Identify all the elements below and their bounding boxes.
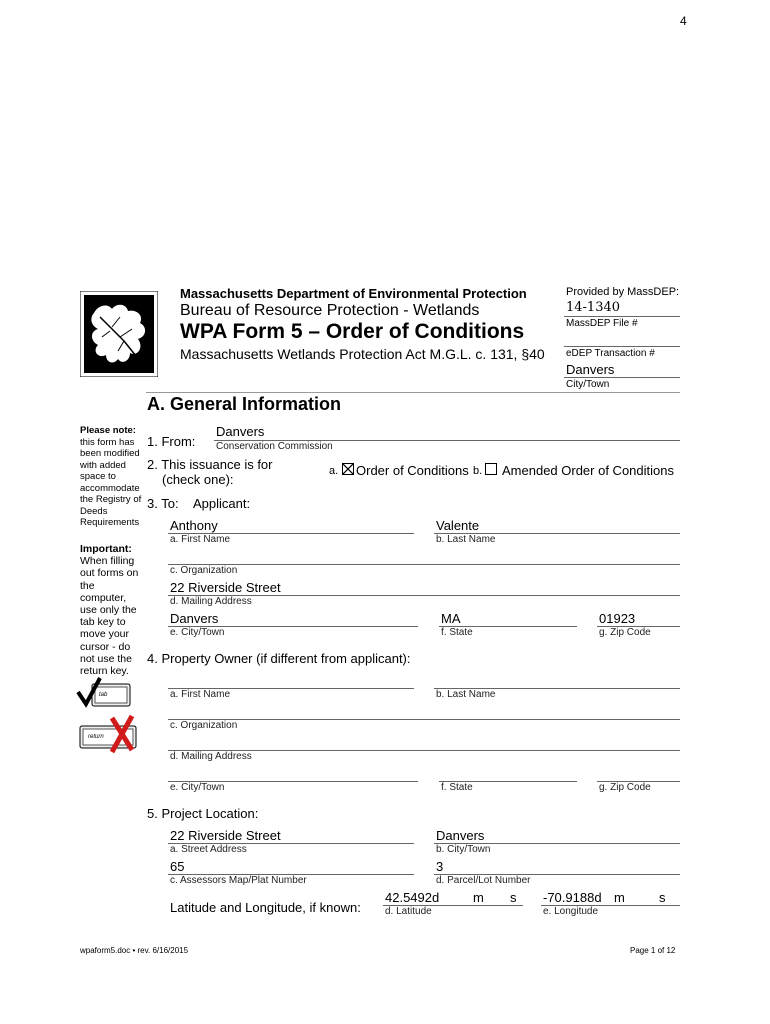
bureau-name: Bureau of Resource Protection - Wetlands [180, 302, 480, 319]
issuance-label [147, 457, 273, 472]
footer-page-count: Page 1 of 12 [630, 946, 676, 955]
from-label [147, 434, 195, 449]
applicant-first-name-label: a. First Name [170, 534, 231, 545]
applicant-state-input[interactable]: MA [441, 611, 461, 626]
from-sublabel: Conservation Commission [216, 441, 333, 452]
location-street-input[interactable]: 22 Riverside Street [170, 828, 281, 843]
provided-city-value[interactable]: Danvers [566, 362, 615, 377]
amended-order-label: Amended Order of Conditions [502, 463, 674, 478]
location-parcel-label: d. Parcel/Lot Number [436, 875, 531, 886]
order-of-conditions-label: Order of Conditions [356, 463, 469, 478]
note-text: this form has been modified with added space to accommodate the Registry of Deeds Requirements [80, 436, 142, 528]
owner-city-label: e. City/Town [170, 782, 225, 793]
latitude-degrees-input[interactable]: 42.5492d [385, 890, 440, 905]
order-of-conditions-checkbox[interactable] [342, 463, 354, 475]
edep-transaction-label: eDEP Transaction # [566, 348, 655, 359]
longitude-degrees-input[interactable]: -70.9188d [543, 890, 602, 905]
applicant-zip-input[interactable]: 01923 [599, 611, 636, 626]
massdep-file-number[interactable]: 14-1340 [566, 300, 621, 315]
to-label-text: To: [161, 496, 179, 511]
applicant-address-label: d. Mailing Address [170, 596, 252, 607]
from-value[interactable]: Danvers [216, 424, 265, 439]
project-location-label: Project Location: [161, 806, 259, 821]
applicant-state-label: f. State [441, 627, 473, 638]
applicant-last-name-input[interactable]: Valente [436, 518, 480, 533]
location-parcel-input[interactable]: 3 [436, 859, 444, 874]
applicant-city-input[interactable]: Danvers [170, 611, 219, 626]
provided-by-label: Provided by MassDEP: [566, 286, 680, 298]
tab-key-check-icon [74, 676, 134, 712]
property-owner-label: Property Owner (if different from applicant): [161, 651, 411, 666]
important-block [80, 543, 142, 677]
return-key-label: return [88, 734, 104, 740]
option-a-letter: a. [329, 465, 339, 477]
owner-address-label: d. Mailing Address [170, 751, 252, 762]
applicant-heading: Applicant: [193, 496, 251, 511]
project-location-heading [147, 806, 258, 821]
latitude-label: d. Latitude [385, 906, 432, 917]
longitude-label: e. Longitude [543, 906, 599, 917]
massdep-file-label: MassDEP File # [566, 318, 638, 329]
important-text: When filling out forms on the computer, use only the tab key to move your cursor - do not use the return key. [80, 555, 139, 678]
location-map-input[interactable]: 65 [170, 859, 185, 874]
issuance-label-line2: (check one): [162, 472, 234, 487]
page-number: 4 [680, 14, 687, 28]
owner-first-name-label: a. First Name [170, 689, 231, 700]
massdep-oak-leaf-logo [80, 291, 158, 377]
latlong-label: Latitude and Longitude, if known: [170, 900, 361, 915]
from-label-text: From: [161, 434, 196, 449]
applicant-last-name-label: b. Last Name [436, 534, 496, 545]
property-owner-heading [147, 651, 411, 666]
latitude-minutes-input[interactable]: m [473, 890, 484, 905]
act-citation: Massachusetts Wetlands Protection Act M.G.L. c. 131, §40 [180, 346, 545, 362]
longitude-minutes-input[interactable]: m [614, 890, 625, 905]
item-number: 5. [147, 806, 158, 821]
applicant-city-label: e. City/Town [170, 627, 225, 638]
applicant-organization-label: c. Organization [170, 565, 238, 576]
location-city-input[interactable]: Danvers [436, 828, 485, 843]
important-title: Important: [80, 543, 132, 555]
latitude-seconds-input[interactable]: s [510, 890, 517, 905]
amended-order-checkbox[interactable] [485, 463, 497, 475]
to-label [147, 496, 179, 511]
return-key-x-icon [78, 714, 140, 754]
note-title: Please note: [80, 425, 136, 436]
item-number: 2. [147, 457, 158, 472]
provided-city-label: City/Town [566, 379, 610, 390]
applicant-zip-label: g. Zip Code [599, 627, 651, 638]
owner-zip-label: g. Zip Code [599, 782, 651, 793]
option-b-letter: b. [473, 465, 483, 477]
issuance-label-line1: This issuance is for [161, 457, 273, 472]
location-city-label: b. City/Town [436, 844, 491, 855]
agency-name: Massachusetts Department of Environmental Protection [180, 286, 527, 301]
location-street-label: a. Street Address [170, 844, 247, 855]
item-number: 4. [147, 651, 158, 666]
owner-state-label: f. State [441, 782, 473, 793]
location-map-label: c. Assessors Map/Plat Number [170, 875, 307, 886]
applicant-address-input[interactable]: 22 Riverside Street [170, 580, 281, 595]
owner-organization-label: c. Organization [170, 720, 238, 731]
item-number: 1. [147, 434, 158, 449]
owner-last-name-label: b. Last Name [436, 689, 496, 700]
applicant-first-name-input[interactable]: Anthony [170, 518, 218, 533]
item-number: 3. [147, 496, 158, 511]
tab-key-label: tab [99, 692, 108, 698]
footer-doc-info: wpaform5.doc • rev. 6/16/2015 [80, 946, 189, 955]
form-title: WPA Form 5 – Order of Conditions [180, 320, 525, 343]
section-a-title: A. General Information [147, 394, 342, 414]
note-block [80, 425, 142, 529]
longitude-seconds-input[interactable]: s [659, 890, 666, 905]
